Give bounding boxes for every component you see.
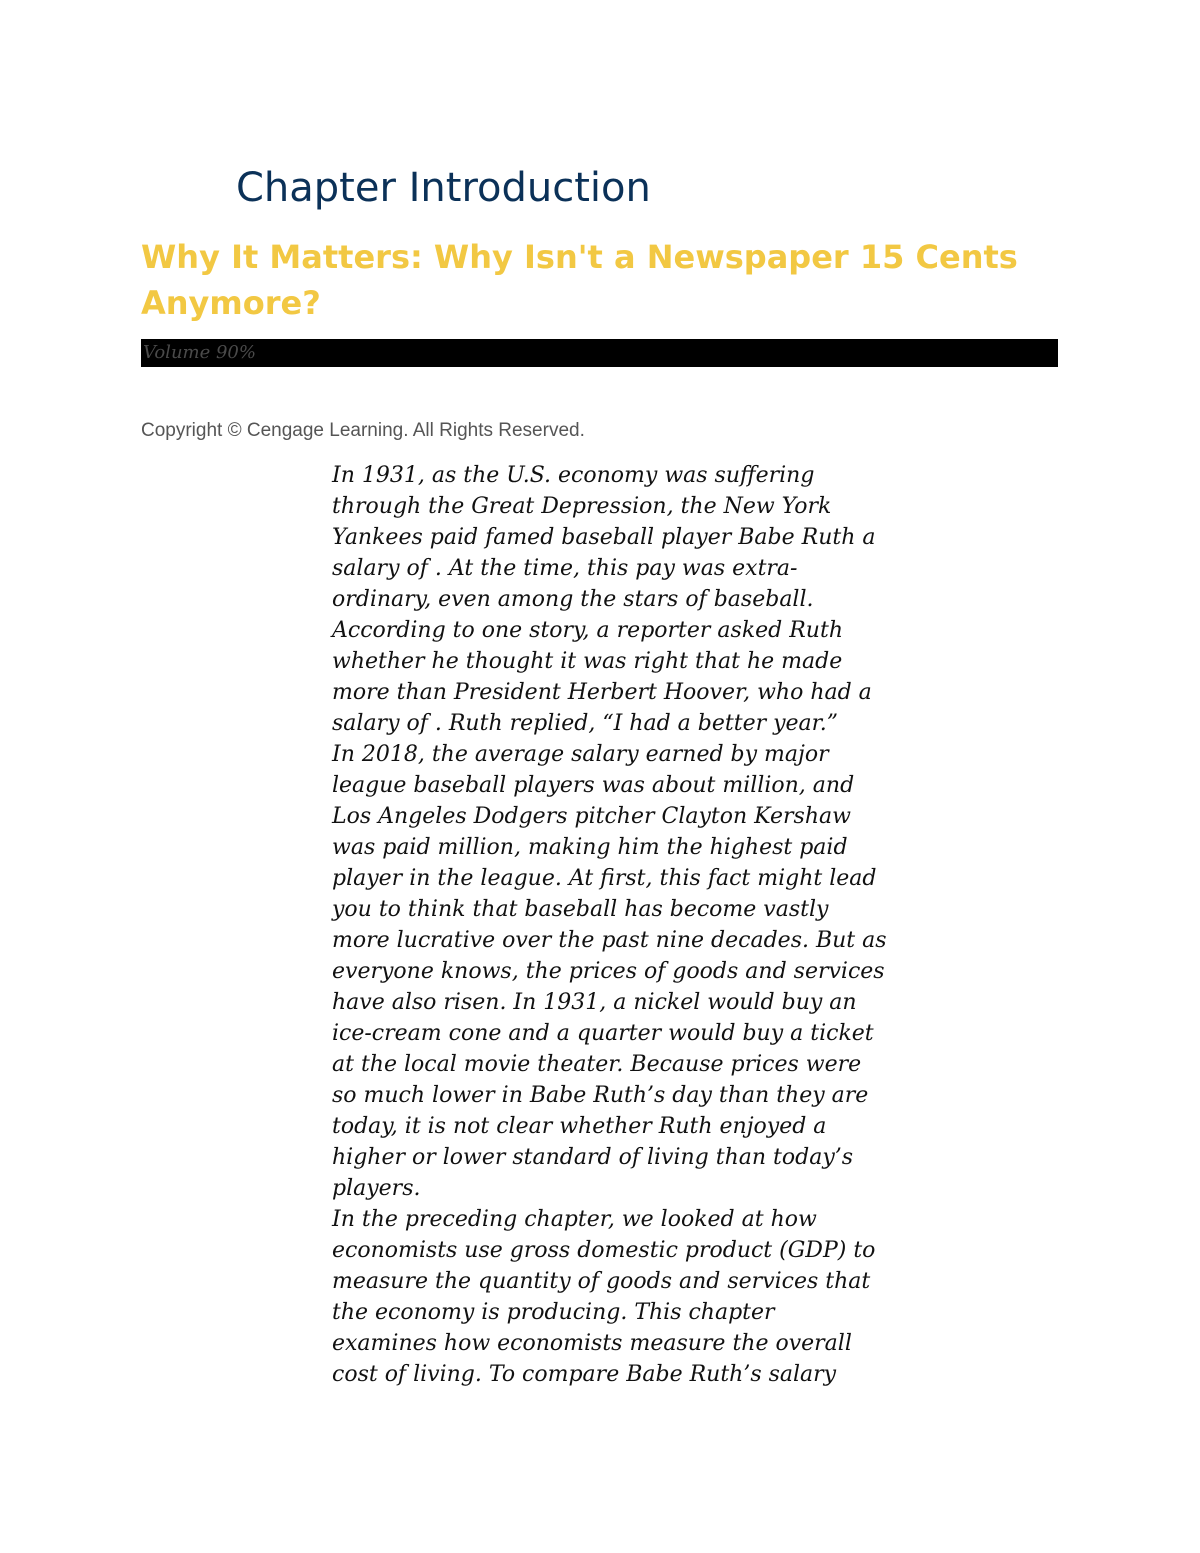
body-line: everyone knows, the prices of goods and services xyxy=(332,959,885,984)
chapter-title: Chapter Introduction xyxy=(236,165,651,211)
body-line: whether he thought it was right that he made xyxy=(332,649,843,674)
body-line: ordinary, even among the stars of baseball. xyxy=(332,587,814,612)
body-line: more than President Herbert Hoover, who had a xyxy=(332,680,872,705)
body-text xyxy=(332,460,887,1390)
body-line: through the Great Depression, the New York xyxy=(332,494,832,519)
body-line: economists use gross domestic product (GDP) to xyxy=(332,1238,876,1263)
body-line: league baseball players was about million, and xyxy=(332,773,855,798)
body-line: In 2018, the average salary earned by major xyxy=(332,742,829,767)
body-line: players. xyxy=(332,1176,421,1201)
body-line: In the preceding chapter, we looked at how xyxy=(332,1207,817,1232)
volume-label: Volume 90% xyxy=(143,342,256,363)
body-line: salary of . At the time, this pay was extra- xyxy=(332,556,798,581)
body-line: examines how economists measure the overall xyxy=(332,1331,852,1356)
body-line: salary of . Ruth replied, “I had a better year.” xyxy=(332,711,838,736)
body-line: player in the league. At first, this fact might lead xyxy=(332,866,877,891)
body-line: at the local movie theater. Because prices were xyxy=(332,1052,862,1077)
body-line: cost of living. To compare Babe Ruth’s salary xyxy=(332,1362,837,1387)
body-line: you to think that baseball has become vastly xyxy=(332,897,829,922)
body-line: Los Angeles Dodgers pitcher Clayton Kershaw xyxy=(332,804,851,829)
body-line: ice-cream cone and a quarter would buy a ticket xyxy=(332,1021,874,1046)
copyright-notice: Copyright © Cengage Learning. All Rights Reserved. xyxy=(141,420,585,441)
body-line: more lucrative over the past nine decades. But as xyxy=(332,928,887,953)
body-line: the economy is producing. This chapter xyxy=(332,1300,775,1325)
body-line: Yankees paid famed baseball player Babe Ruth a xyxy=(332,525,876,550)
body-line: higher or lower standard of living than today’s xyxy=(332,1145,854,1170)
body-line: According to one story, a reporter asked Ruth xyxy=(332,618,843,643)
body-line: today, it is not clear whether Ruth enjoyed a xyxy=(332,1114,827,1139)
volume-bar[interactable] xyxy=(141,339,1058,367)
body-line: was paid million, making him the highest paid xyxy=(332,835,848,860)
body-line: have also risen. In 1931, a nickel would buy an xyxy=(332,990,857,1015)
body-line: In 1931, as the U.S. economy was suffering xyxy=(332,463,815,488)
section-heading: Why It Matters: Why Isn't a Newspaper 15 Cents Anymore? xyxy=(141,238,1018,322)
body-line: so much lower in Babe Ruth’s day than they are xyxy=(332,1083,869,1108)
body-line: measure the quantity of goods and services that xyxy=(332,1269,871,1294)
